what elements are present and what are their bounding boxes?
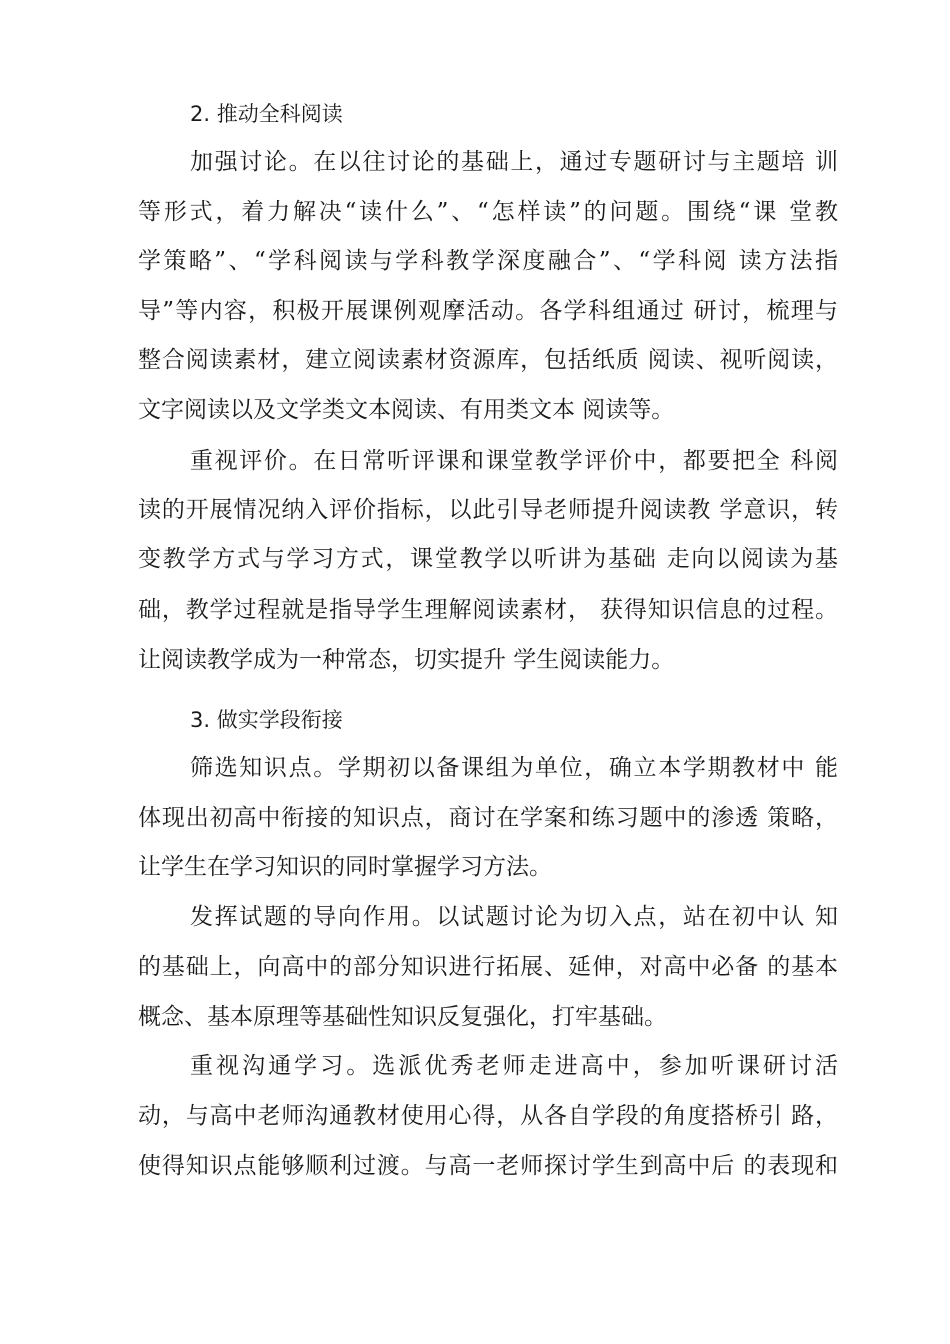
paragraph-line: 学策略”、“学科阅读与学科教学深度融合”、“学科阅 读方法指 — [138, 248, 838, 274]
paragraph-line: 发挥试题的导向作用。以试题讨论为切入点，站在初中认 知 — [190, 904, 838, 930]
paragraph-line: 础，教学过程就是指导学生理解阅读素材， 获得知识信息的过程。 — [138, 597, 838, 623]
paragraph-line: 整合阅读素材，建立阅读素材资源库，包括纸质 阅读、视听阅读， — [138, 347, 838, 373]
section-heading: 2. 推动全科阅读 — [190, 102, 343, 126]
paragraph-line: 让学生在学习知识的同时掌握学习方法。 — [138, 854, 552, 880]
section-heading: 3. 做实学段衔接 — [190, 708, 343, 732]
paragraph-line: 重视评价。在日常听评课和课堂教学评价中，都要把全 科阅 — [190, 448, 838, 474]
paragraph-line: 筛选知识点。学期初以备课组为单位，确立本学期教材中 能 — [190, 755, 838, 781]
paragraph-line: 读的开展情况纳入评价指标，以此引导老师提升阅读教 学意识，转 — [138, 497, 838, 523]
paragraph-line: 重视沟通学习。选派优秀老师走进高中，参加听课研讨活 — [190, 1053, 838, 1079]
paragraph-line: 体现出初高中衔接的知识点，商讨在学案和练习题中的渗透 策略， — [138, 805, 838, 831]
paragraph-line: 变教学方式与学习方式，课堂教学以听讲为基础 走向以阅读为基 — [138, 546, 838, 572]
paragraph-line: 动，与高中老师沟通教材使用心得，从各自学段的角度搭桥引 路， — [138, 1103, 838, 1129]
paragraph-line: 文字阅读以及文学类文本阅读、有用类文本 阅读等。 — [138, 397, 675, 423]
paragraph-line: 概念、基本原理等基础性知识反复强化，打牢基础。 — [138, 1004, 667, 1030]
paragraph-line: 的基础上，向高中的部分知识进行拓展、延伸，对高中必备 的基本 — [138, 954, 838, 980]
paragraph-line: 导”等内容，积极开展课例观摩活动。各学科组通过 研讨，梳理与 — [138, 298, 838, 324]
paragraph-line: 加强讨论。在以往讨论的基础上，通过专题研讨与主题培 训 — [190, 149, 838, 175]
paragraph-line: 让阅读教学成为一种常态，切实提升 学生阅读能力。 — [138, 647, 675, 673]
paragraph-line: 等形式，着力解决“读什么”、“怎样读”的问题。围绕“课 堂教 — [138, 199, 838, 225]
paragraph-line: 使得知识点能够顺利过渡。与高一老师探讨学生到高中后 的表现和 — [138, 1153, 838, 1179]
